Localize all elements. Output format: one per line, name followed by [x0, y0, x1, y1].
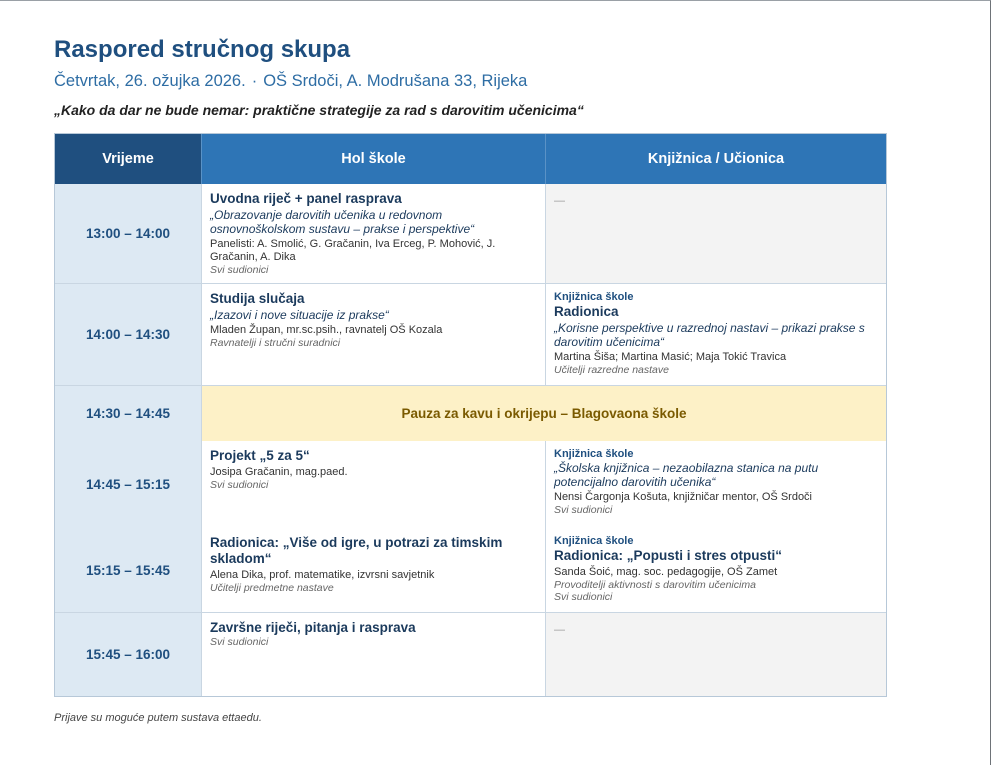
session-audience: Svi sudionici [210, 264, 269, 276]
session-subtitle: „Obrazovanje darovitih učenika u redovnom osnovnoškolskom sustavu – prakse i perspektive“ [210, 208, 475, 236]
time-slot: 13:00 – 14:00 [55, 184, 201, 283]
session-title: Uvodna riječ + panel rasprava [210, 191, 402, 206]
session-audience: Učitelji razredne nastave [554, 364, 669, 376]
time-slot: 15:45 – 16:00 [55, 613, 201, 696]
session-title: Završne riječi, pitanja i rasprava [210, 620, 416, 635]
break-banner: Pauza za kavu i okrijepu – Blagovaona škole [201, 386, 886, 441]
session-subtitle: „Izazovi i nove situacije iz prakse“ [210, 308, 389, 322]
table-header [55, 134, 886, 184]
session-lib [545, 284, 886, 385]
session-hol [201, 613, 545, 696]
session-people: Panelisti: A. Smolić, G. Gračanin, Iva Erceg, P. Mohović, J. Gračanin, A. Dika [210, 238, 496, 263]
event-theme: „Kako da dar ne bude nemar: praktične strategije za rad s darovitim učenicima“ [54, 102, 584, 118]
session-title: Projekt „5 za 5“ [210, 448, 310, 463]
time-slot: 14:45 – 15:15 [55, 441, 201, 528]
footer-note: Prijave su moguće putem sustava ettaedu. [54, 712, 262, 724]
session-audience: Svi sudionici [554, 504, 613, 516]
event-info [54, 72, 527, 91]
time-slot: 15:15 – 15:45 [55, 528, 201, 612]
col-header-lib: Knjižnica / Učionica [545, 134, 886, 184]
time-slot: 14:30 – 14:45 [55, 386, 201, 441]
table-row [55, 613, 886, 696]
empty-marker: — [554, 624, 565, 636]
table-row [55, 284, 886, 386]
event-venue: OŠ Srdoči, A. Modrušana 33, Rijeka [263, 72, 528, 90]
table-row [55, 528, 886, 613]
session-people: Josipa Gračanin, mag.paed. [210, 466, 348, 478]
info-separator: · [251, 72, 258, 90]
session-audience: Provoditelji aktivnosti s darovitim učenicima [554, 579, 756, 591]
session-subtitle: „Školska knjižnica – nezaobilazna stanica na putu potencijalno darovitih učenika“ [554, 461, 819, 489]
table-row-break [55, 386, 886, 441]
session-lib-empty [545, 184, 886, 283]
session-audience: Ravnatelji i stručni suradnici [210, 337, 341, 349]
session-audience: Učitelji predmetne nastave [210, 582, 334, 594]
session-people: Martina Šiša; Martina Masić; Maja Tokić Travica [554, 351, 787, 363]
session-title: Studija slučaja [210, 291, 305, 306]
schedule-table [54, 133, 887, 697]
empty-marker: — [554, 195, 565, 207]
event-date: Četvrtak, 26. ožujka 2026. [54, 72, 246, 90]
session-people: Alena Dika, prof. matematike, izvrsni savjetnik [210, 569, 435, 581]
session-title: Radionica [554, 304, 619, 319]
time-slot: 14:00 – 14:30 [55, 284, 201, 385]
location-tag: Knjižnica škole [554, 291, 634, 303]
session-people: Sanda Šoić, mag. soc. pedagogije, OŠ Zamet [554, 566, 778, 578]
location-tag: Knjižnica škole [554, 535, 634, 547]
session-audience: Svi sudionici [210, 479, 269, 491]
table-row [55, 184, 886, 284]
session-hol [201, 284, 545, 385]
session-audience: Svi sudionici [554, 591, 613, 603]
table-row [55, 441, 886, 528]
session-hol [201, 528, 545, 612]
session-subtitle: „Korisne perspektive u razrednoj nastavi – prikazi prakse s darovitim učenicima“ [554, 321, 865, 349]
location-tag: Knjižnica škole [554, 448, 634, 460]
session-people: Nensi Čargonja Košuta, knjižničar mentor, OŠ Srdoči [554, 491, 813, 503]
session-hol [201, 441, 545, 528]
session-lib [545, 528, 886, 612]
col-header-time: Vrijeme [55, 134, 201, 184]
session-people: Mladen Župan, mr.sc.psih., ravnatelj OŠ Kozala [210, 324, 443, 336]
col-header-hol: Hol škole [201, 134, 545, 184]
session-title: Radionica: „Popusti i stres otpusti“ [554, 548, 783, 563]
session-audience: Svi sudionici [210, 636, 269, 648]
session-hol [201, 184, 545, 283]
session-title: Radionica: „Više od igre, u potrazi za timskim skladom“ [210, 535, 503, 566]
session-lib [545, 441, 886, 528]
page-title: Raspored stručnog skupa [54, 36, 351, 63]
session-lib-empty [545, 613, 886, 696]
